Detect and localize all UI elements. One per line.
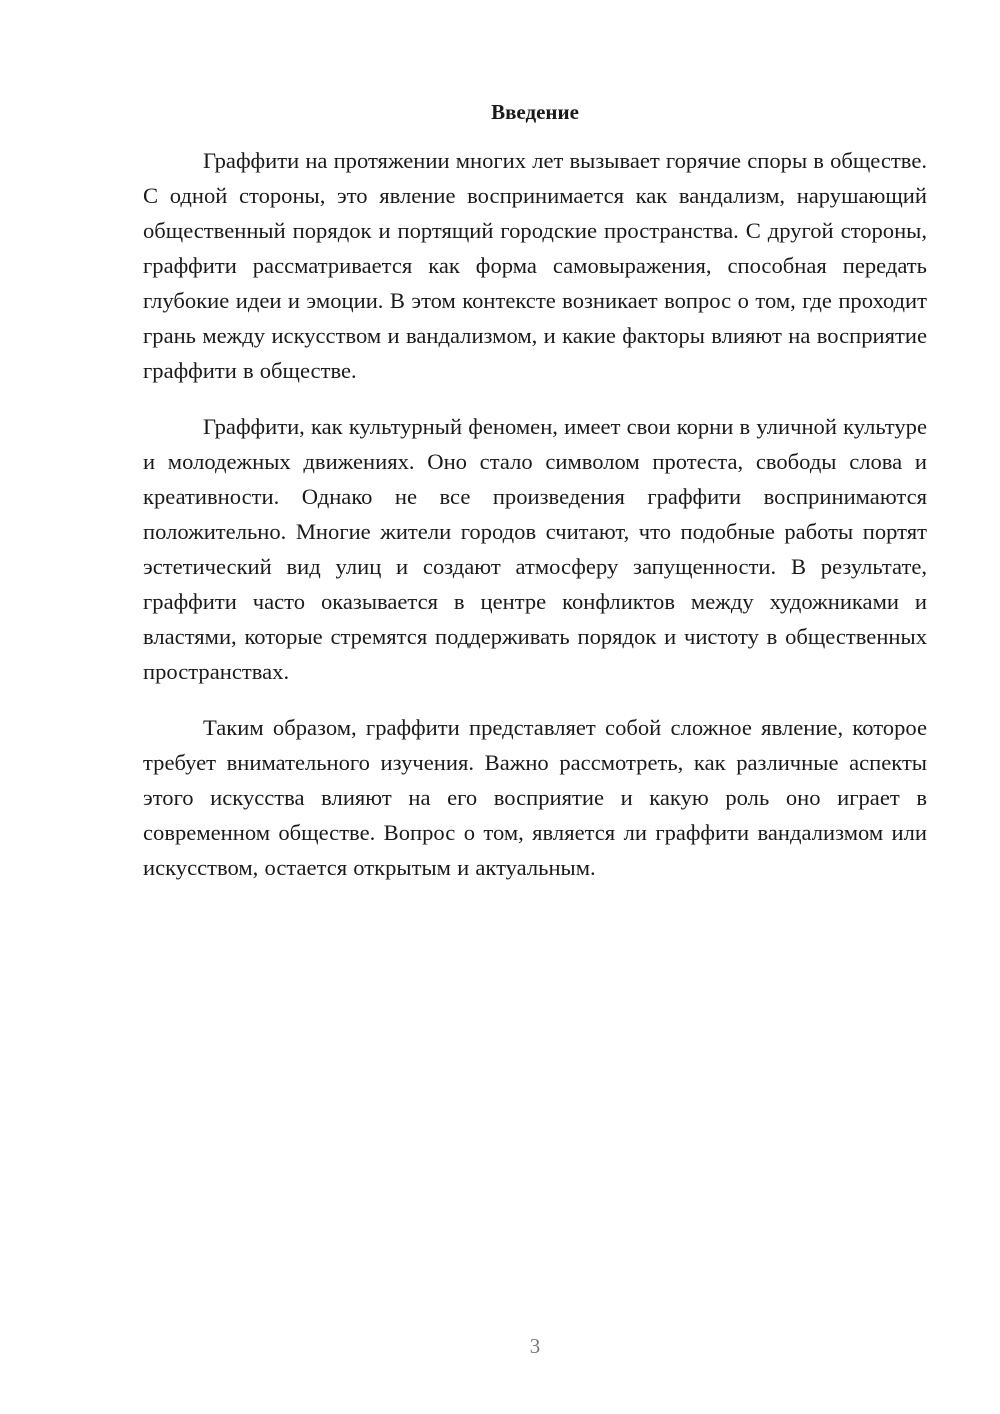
body-text (143, 143, 927, 906)
paragraph-1: Граффити на протяжении многих лет вызывает горячие споры в обществе. С одной стороны, это явление воспринимается как вандализм, нарушающий общественный порядок и портящий городские пространства. С другой стороны, граффити рассматривается как форма самовыражения, способная передать глубокие идеи и эмоции. В этом контексте возникает вопрос о том, где проходит грань между искусством и вандализмом, и какие факторы влияют на восприятие граффити в обществе. (143, 148, 927, 383)
paragraph-3: Таким образом, граффити представляет собой сложное явление, которое требует внимательного изучения. Важно рассмотреть, как различные аспекты этого искусства влияют на его восприятие и какую роль оно играет в современном обществе. Вопрос о том, является ли граффити вандализмом или искусством, остается открытым и актуальным. (143, 715, 927, 880)
page-number: 3 (529, 1334, 541, 1358)
paragraph-2: Граффити, как культурный феномен, имеет свои корни в уличной культуре и молодежных движениях. Оно стало символом протеста, свободы слова и креативности. Однако не все произведения граффити воспринимаются положительно. Многие жители городов считают, что подобные работы портят эстетический вид улиц и создают атмосферу запущенности. В результате, граффити часто оказывается в центре конфликтов между художниками и властями, которые стремятся поддерживать порядок и чистоту в общественных пространствах. (143, 414, 927, 684)
section-heading: Введение (491, 100, 579, 124)
